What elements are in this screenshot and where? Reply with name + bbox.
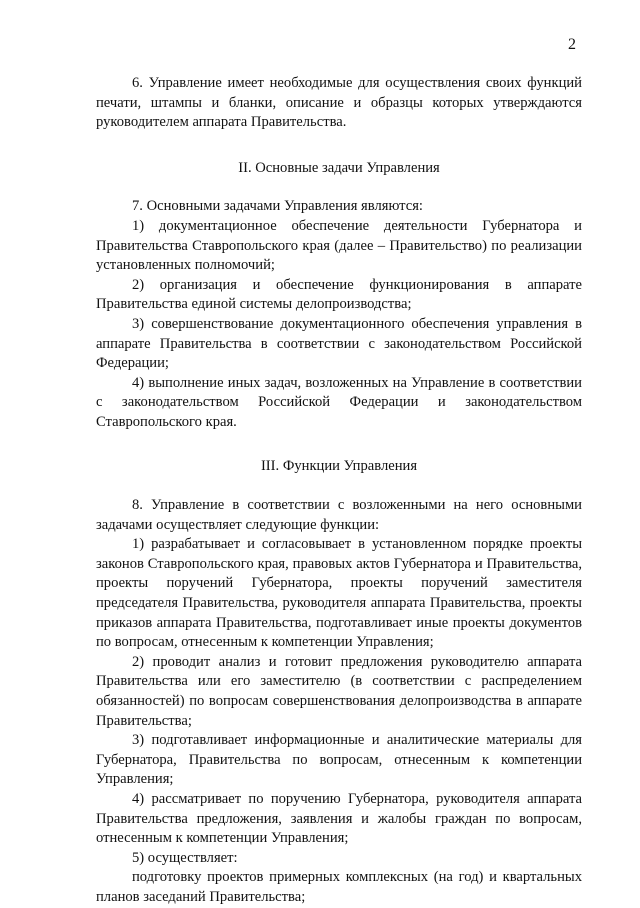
paragraph-8-item-5: 5) осуществляет: (132, 849, 238, 866)
paragraph-8-item-2: 2) проводит анализ и готовит предложения руководителю аппарата Правительства или его заместителю (в соответствии с распределением обязанностей) по вопросам совершенствования делопроизводства в аппарате Правительства; (96, 653, 582, 729)
paragraph-7: 7. Основными задачами Управления являются: (132, 198, 423, 215)
paragraph-7-item-4: 4) выполнение иных задач, возложенных на Управление в соответствии с законодательством Российской Федерации и законодательством Ставропольского края. (96, 374, 582, 430)
paragraph-8-item-1: 1) разрабатывает и согласовывает в установленном порядке проекты законов Ставропольского края, правовых актов Губернатора и Правительства, проекты поручений Губернатора, проекты поручений заместителя председателя Правительства, руководителя аппарата Правительства, проекты приказов аппарата Правительства, подготавливает иные проекты документов по вопросам, отнесенным к компетенции Управления; (96, 536, 582, 651)
paragraph-8-item-4: 4) рассматривает по поручению Губернатора, руководителя аппарата Правительства предложения, заявления и жалобы граждан по вопросам, отнесенным к компетенции Управления; (96, 791, 582, 847)
paragraph-8-item-3: 3) подготавливает информационные и аналитические материалы для Губернатора, Правительства по вопросам, отнесенным к компетенции Управления; (96, 732, 582, 788)
paragraph-7-item-1: 1) документационное обеспечение деятельности Губернатора и Правительства Ставропольского края (далее – Правительство) по реализации установленных полномочий; (96, 217, 582, 274)
paragraph-7-item-3: 3) совершенствование документационного обеспечения управления в аппарате Правительства в соответствии с законодательством Российской Федерации; (96, 315, 582, 372)
paragraph-7-item-2: 2) организация и обеспечение функционирования в аппарате Правительства единой системы делопроизводства; (96, 276, 582, 313)
paragraph-8: 8. Управление в соответствии с возложенными на него основными задачами осуществляет следующие функции: (96, 497, 582, 533)
document-body (96, 74, 582, 908)
section-2-heading: II. Основные задачи Управления (238, 159, 440, 176)
page-number: 2 (568, 36, 576, 53)
section-3-heading: III. Функции Управления (260, 457, 418, 474)
paragraph-6: 6. Управление имеет необходимые для осуществления своих функций печати, штампы и бланки, описание и образцы которых утверждаются руководителем аппарата Правительства. (96, 75, 582, 131)
paragraph-8-item-5-sub-a: подготовку проектов примерных комплексных (на год) и квартальных планов заседаний Правительства; (96, 869, 582, 905)
